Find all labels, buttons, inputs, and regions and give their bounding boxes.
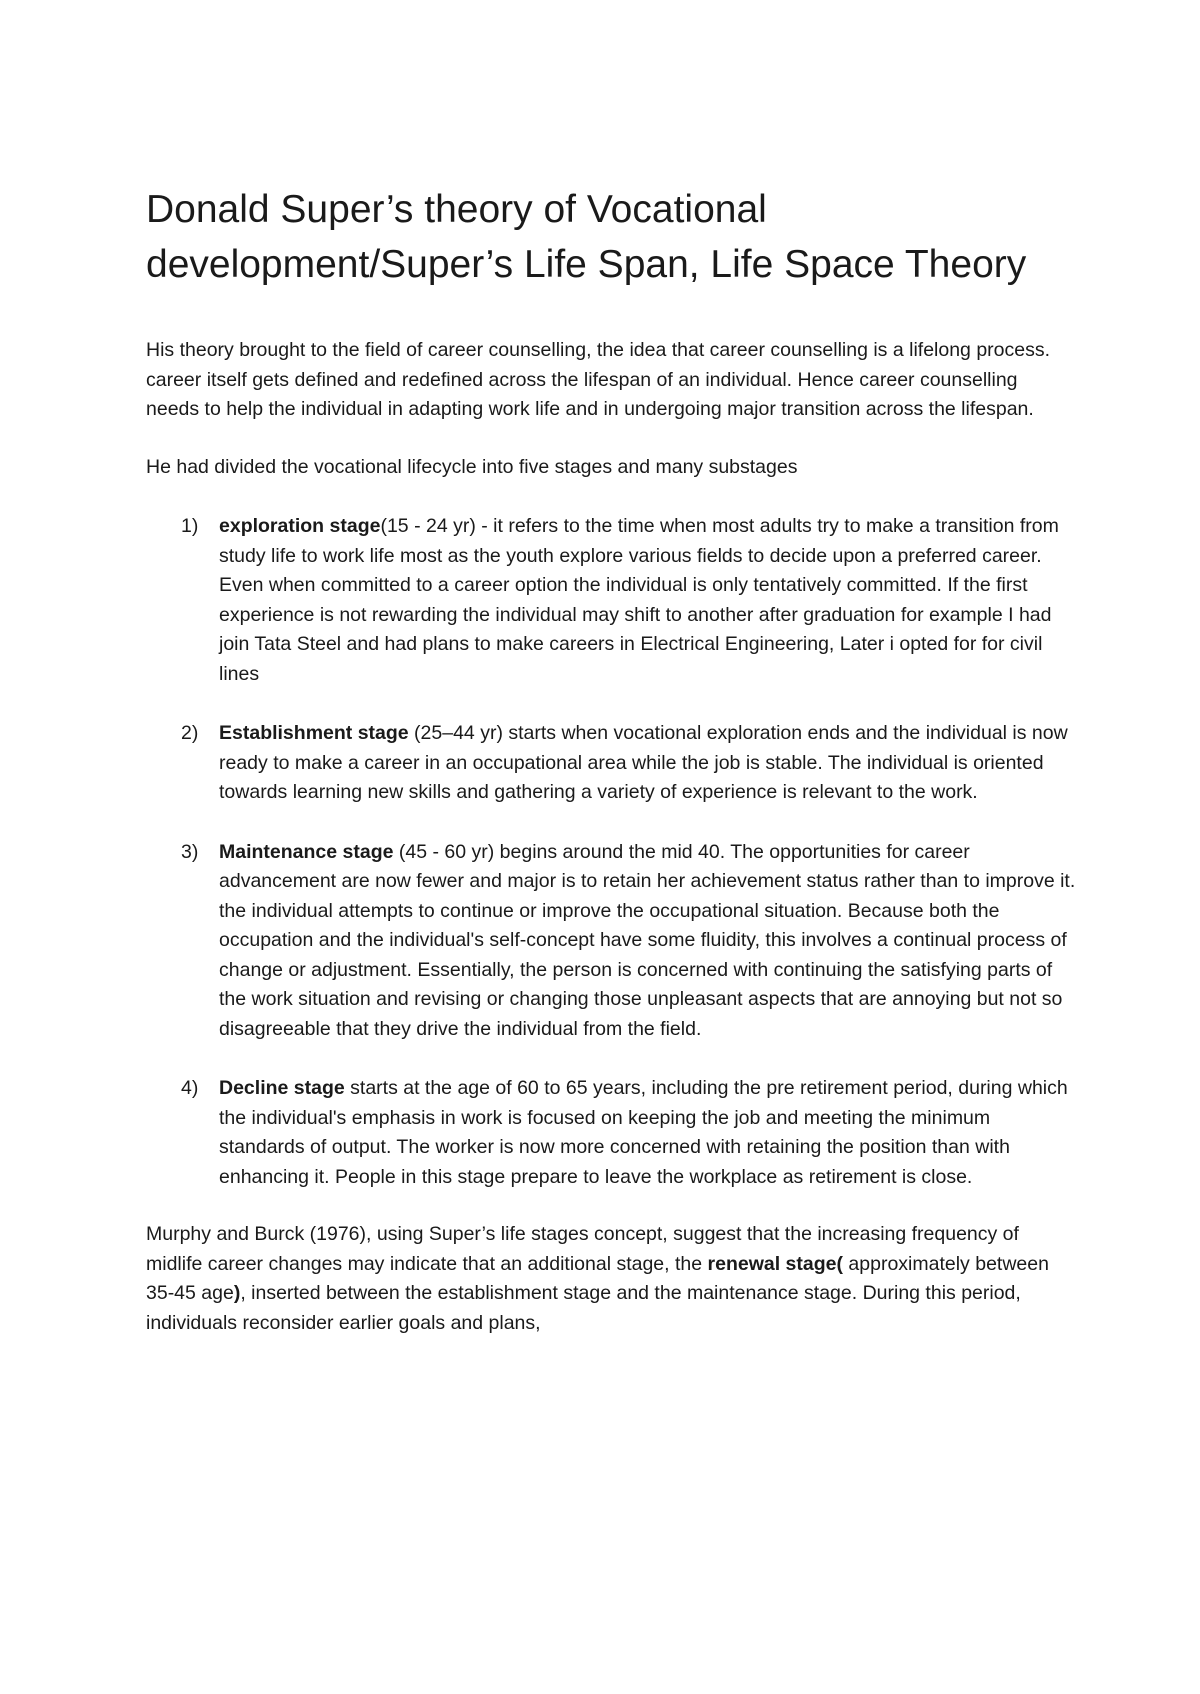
stage-item-establishment [146,719,1076,808]
stage-number: 3) [181,840,199,863]
stage-item-exploration [146,512,1076,689]
stage-name: exploration stage [219,515,381,537]
stage-description: (25–44 yr) starts when vocational exploration ends and the individual is now ready to make a career in an occupational area while the job is stable. The individual is oriented towards learning new skills and gathering a variety of experience is relevant to the work. [219,722,1068,803]
stage-item-maintenance [146,838,1076,1045]
closing-text-part3: , inserted between the establishment stage and the maintenance stage. During this period, individuals reconsider earlier goals and plans, [146,1282,1021,1334]
stage-description: (45 - 60 yr) begins around the mid 40. The opportunities for career advancement are now fewer and major is to retain her achievement status rather than to improve it. the individual attempts to continue or improve the occupational situation. Because both the occupation and the individual's self-concept have some fluidity, this involves a continual process of change or adjustment. Essentially, the person is concerned with continuing the satisfying parts of the work situation and revising or changing those unpleasant aspects that are annoying but not so disagreeable that they drive the individual from the field. [219,840,1076,1040]
closing-text-part2: approximately between 35-45 age [146,1252,1049,1304]
stage-name: Establishment stage [219,722,409,744]
stage-number: 4) [181,1077,199,1099]
stage-name: Maintenance stage [219,840,394,863]
stages-intro-paragraph: He had divided the vocational lifecycle into five stages and many substages [146,455,798,478]
closing-paragraph [146,1220,1076,1338]
closing-bold-paren: ) [233,1282,241,1304]
stage-name: Decline stage [219,1077,345,1099]
document-page [146,182,1076,1338]
intro-paragraph: His theory brought to the field of career counselling, the idea that career counselling is a lifelong process. career itself gets defined and redefined across the lifespan of an individual. Hence career counselling needs to help the individual in adapting work life and in undergoing major transition across the lifespan. [146,339,1051,420]
stage-list [146,512,1076,1192]
closing-text-part1: Murphy and Burck (1976), using Super’s life stages concept, suggest that the increasing frequency of midlife career changes may indicate that an additional stage, the [146,1223,1019,1275]
document-title: Donald Super’s theory of Vocational development/Super’s Life Span, Life Space Theory [146,188,1027,286]
stage-description: (15 - 24 yr) - it refers to the time when most adults try to make a transition from study life to work life most as the youth explore various fields to decide upon a preferred career. Even when committed to a career option the individual is only tentatively committed. If the first experience is not rewarding the individual may shift to another after graduation for example I had join Tata Steel and had plans to make careers in Electrical Engineering, Later i opted for for civil lines [219,515,1059,685]
stage-number: 2) [181,722,199,744]
stage-number: 1) [181,515,199,537]
closing-bold-renewal: renewal stage( [707,1252,843,1275]
stage-description: starts at the age of 60 to 65 years, including the pre retirement period, during which the individual's emphasis in work is focused on keeping the job and meeting the minimum standards of output. The worker is now more concerned with retaining the position than with enhancing it. People in this stage prepare to leave the workplace as retirement is close. [219,1077,1068,1188]
stage-item-decline [146,1074,1076,1192]
